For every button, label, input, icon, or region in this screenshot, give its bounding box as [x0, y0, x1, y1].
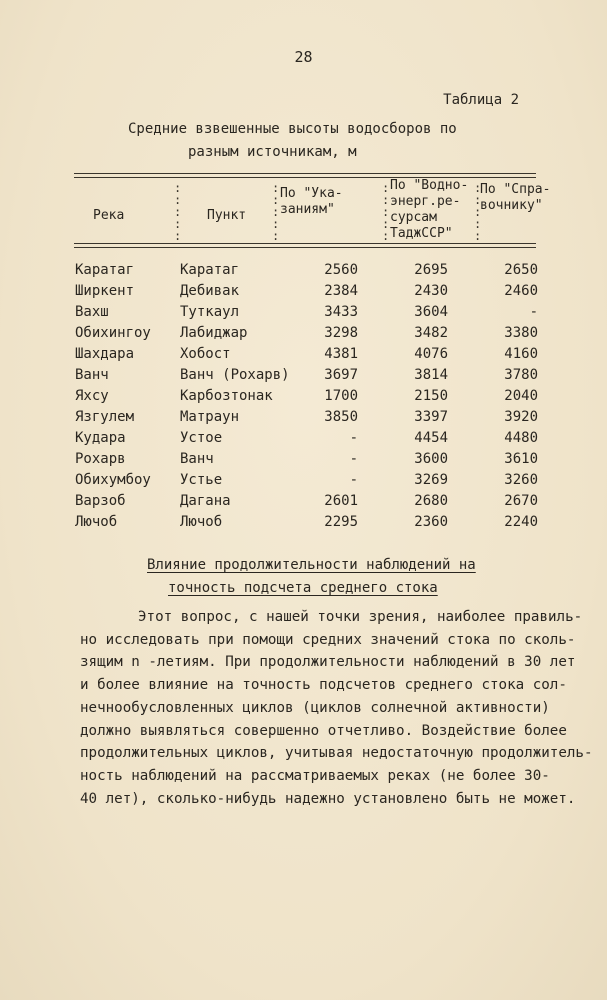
cell-spravochnik: 2040 [504, 388, 538, 404]
page-number: 28 [294, 48, 313, 66]
cell-spravochnik: 3920 [504, 409, 538, 425]
table-row [0, 283, 607, 304]
table-label: Таблица 2 [443, 92, 519, 108]
paragraph-line: продолжительных циклов, учитывая недостаточную продолжитель- [80, 745, 593, 762]
cell-point: Устье [180, 472, 223, 488]
cell-spravochnik: 2650 [504, 262, 538, 278]
table-row [0, 409, 607, 430]
cell-river: Кудара [75, 430, 126, 446]
table-row [0, 514, 607, 535]
cell-river: Язгулем [75, 409, 135, 425]
cell-ukazaniya: - [349, 430, 358, 446]
header-col-vodno-energ-line-4: ТаджССР" [390, 226, 453, 241]
cell-spravochnik: 3380 [504, 325, 538, 341]
header-col-vodno-energ-line-3: сурсам [390, 210, 437, 225]
cell-vodno-energ: 2695 [414, 262, 448, 278]
header-col-spravochnik [480, 182, 550, 214]
cell-ukazaniya: 2295 [324, 514, 358, 530]
cell-river: Ширкент [75, 283, 135, 299]
table-header-rule [74, 243, 536, 244]
cell-point: Карбозтонак [180, 388, 273, 404]
table-row [0, 451, 607, 472]
header-separator: : : : : : [382, 181, 390, 243]
cell-ukazaniya: 4381 [324, 346, 358, 362]
cell-point: Дебивак [180, 283, 240, 299]
cell-point: Матраун [180, 409, 240, 425]
cell-vodno-energ: 3397 [414, 409, 448, 425]
cell-spravochnik: 2670 [504, 493, 538, 509]
cell-spravochnik: - [529, 304, 538, 320]
cell-river: Шахдара [75, 346, 135, 362]
cell-spravochnik: 3780 [504, 367, 538, 383]
cell-river: Вахш [75, 304, 109, 320]
cell-river: Обихингоу [75, 325, 151, 341]
header-col-ukazaniya-line-1: По "Ука- [280, 186, 343, 201]
cell-spravochnik: 2240 [504, 514, 538, 530]
table-header-rule-double [74, 247, 536, 248]
cell-point: Устое [180, 430, 223, 446]
cell-point: Туткаул [180, 304, 240, 320]
cell-river: Лючоб [75, 514, 118, 530]
cell-river: Обихумбоу [75, 472, 151, 488]
cell-vodno-energ: 2150 [414, 388, 448, 404]
cell-river: Каратаг [75, 262, 135, 278]
header-point: Пункт [207, 208, 247, 223]
cell-point: Хобост [180, 346, 231, 362]
paragraph-line: и более влияние на точность подсчетов среднего стока сол- [80, 677, 567, 694]
cell-vodno-energ: 4076 [414, 346, 448, 362]
paragraph-line: должно выявляться совершенно отчетливо. Воздействие более [80, 722, 567, 739]
table-row [0, 493, 607, 514]
cell-ukazaniya: - [349, 451, 358, 467]
paragraph-line: но исследовать при помощи средних значений стока по сколь- [80, 631, 576, 648]
cell-ukazaniya: - [349, 472, 358, 488]
cell-point: Ванч (Рохарв) [180, 367, 290, 383]
header-col-ukazaniya [280, 186, 343, 218]
cell-ukazaniya: 2560 [324, 262, 358, 278]
table-row [0, 388, 607, 409]
header-col-spravochnik-line-2: вочнику" [480, 198, 543, 213]
cell-river: Варзоб [75, 493, 126, 509]
cell-point: Лабиджар [180, 325, 248, 341]
table-caption-line-2: разным источникам, м [188, 144, 357, 160]
cell-point: Ванч [180, 451, 214, 467]
table-row [0, 472, 607, 493]
cell-point: Каратаг [180, 262, 240, 278]
header-col-ukazaniya-line-2: заниям" [280, 202, 335, 217]
table-row [0, 367, 607, 388]
table-row [0, 430, 607, 451]
table-top-rule [74, 173, 536, 174]
paragraph-line: Этот вопрос, с нашей точки зрения, наиболее правиль- [138, 609, 583, 625]
cell-river: Ванч [75, 367, 109, 383]
header-col-spravochnik-line-1: По "Спра- [480, 182, 551, 197]
table-row [0, 325, 607, 346]
cell-spravochnik: 3260 [504, 472, 538, 488]
table-row [0, 304, 607, 325]
cell-vodno-energ: 3814 [414, 367, 448, 383]
cell-ukazaniya: 2384 [324, 283, 358, 299]
cell-vodno-energ: 3269 [414, 472, 448, 488]
section-heading-line-1: Влияние продолжительности наблюдений на [147, 557, 476, 573]
header-separator: : : : : : [174, 181, 182, 243]
cell-ukazaniya: 2601 [324, 493, 358, 509]
table-caption-line-1: Средние взвешенные высоты водосборов по [128, 121, 457, 137]
cell-spravochnik: 2460 [504, 283, 538, 299]
cell-river: Рохарв [75, 451, 126, 467]
paragraph-line: нечнообусловленных циклов (циклов солнечной активности) [80, 699, 550, 716]
cell-vodno-energ: 4454 [414, 430, 448, 446]
header-col-vodno-energ-line-1: По "Водно- [390, 178, 469, 193]
cell-vodno-energ: 2680 [414, 493, 448, 509]
cell-vodno-energ: 3604 [414, 304, 448, 320]
header-col-vodno-energ [390, 178, 468, 242]
cell-vodno-energ: 2360 [414, 514, 448, 530]
cell-spravochnik: 4160 [504, 346, 538, 362]
body-paragraph [80, 606, 593, 810]
cell-vodno-energ: 3600 [414, 451, 448, 467]
cell-vodno-energ: 3482 [414, 325, 448, 341]
paragraph-line: зящим n -летиям. При продолжительности наблюдений в 30 лет [80, 654, 576, 671]
cell-river: Яхсу [75, 388, 109, 404]
header-river: Река [93, 208, 125, 223]
cell-vodno-energ: 2430 [414, 283, 448, 299]
cell-ukazaniya: 3850 [324, 409, 358, 425]
header-separator: : : : : : [272, 181, 280, 243]
table-row [0, 346, 607, 367]
cell-point: Дагана [180, 493, 231, 509]
header-separator: : : : : : [474, 181, 482, 243]
cell-ukazaniya: 1700 [324, 388, 358, 404]
cell-ukazaniya: 3433 [324, 304, 358, 320]
cell-spravochnik: 4480 [504, 430, 538, 446]
cell-ukazaniya: 3697 [324, 367, 358, 383]
header-col-vodno-energ-line-2: энерг.ре- [390, 194, 461, 209]
cell-ukazaniya: 3298 [324, 325, 358, 341]
paragraph-line: ность наблюдений на рассматриваемых реках (не более 30- [80, 767, 550, 784]
cell-spravochnik: 3610 [504, 451, 538, 467]
section-heading-line-2: точность подсчета среднего стока [168, 580, 438, 596]
table-row [0, 262, 607, 283]
cell-point: Лючоб [180, 514, 223, 530]
paragraph-line: 40 лет), сколько-нибудь надежно установлено быть не может. [80, 790, 576, 807]
